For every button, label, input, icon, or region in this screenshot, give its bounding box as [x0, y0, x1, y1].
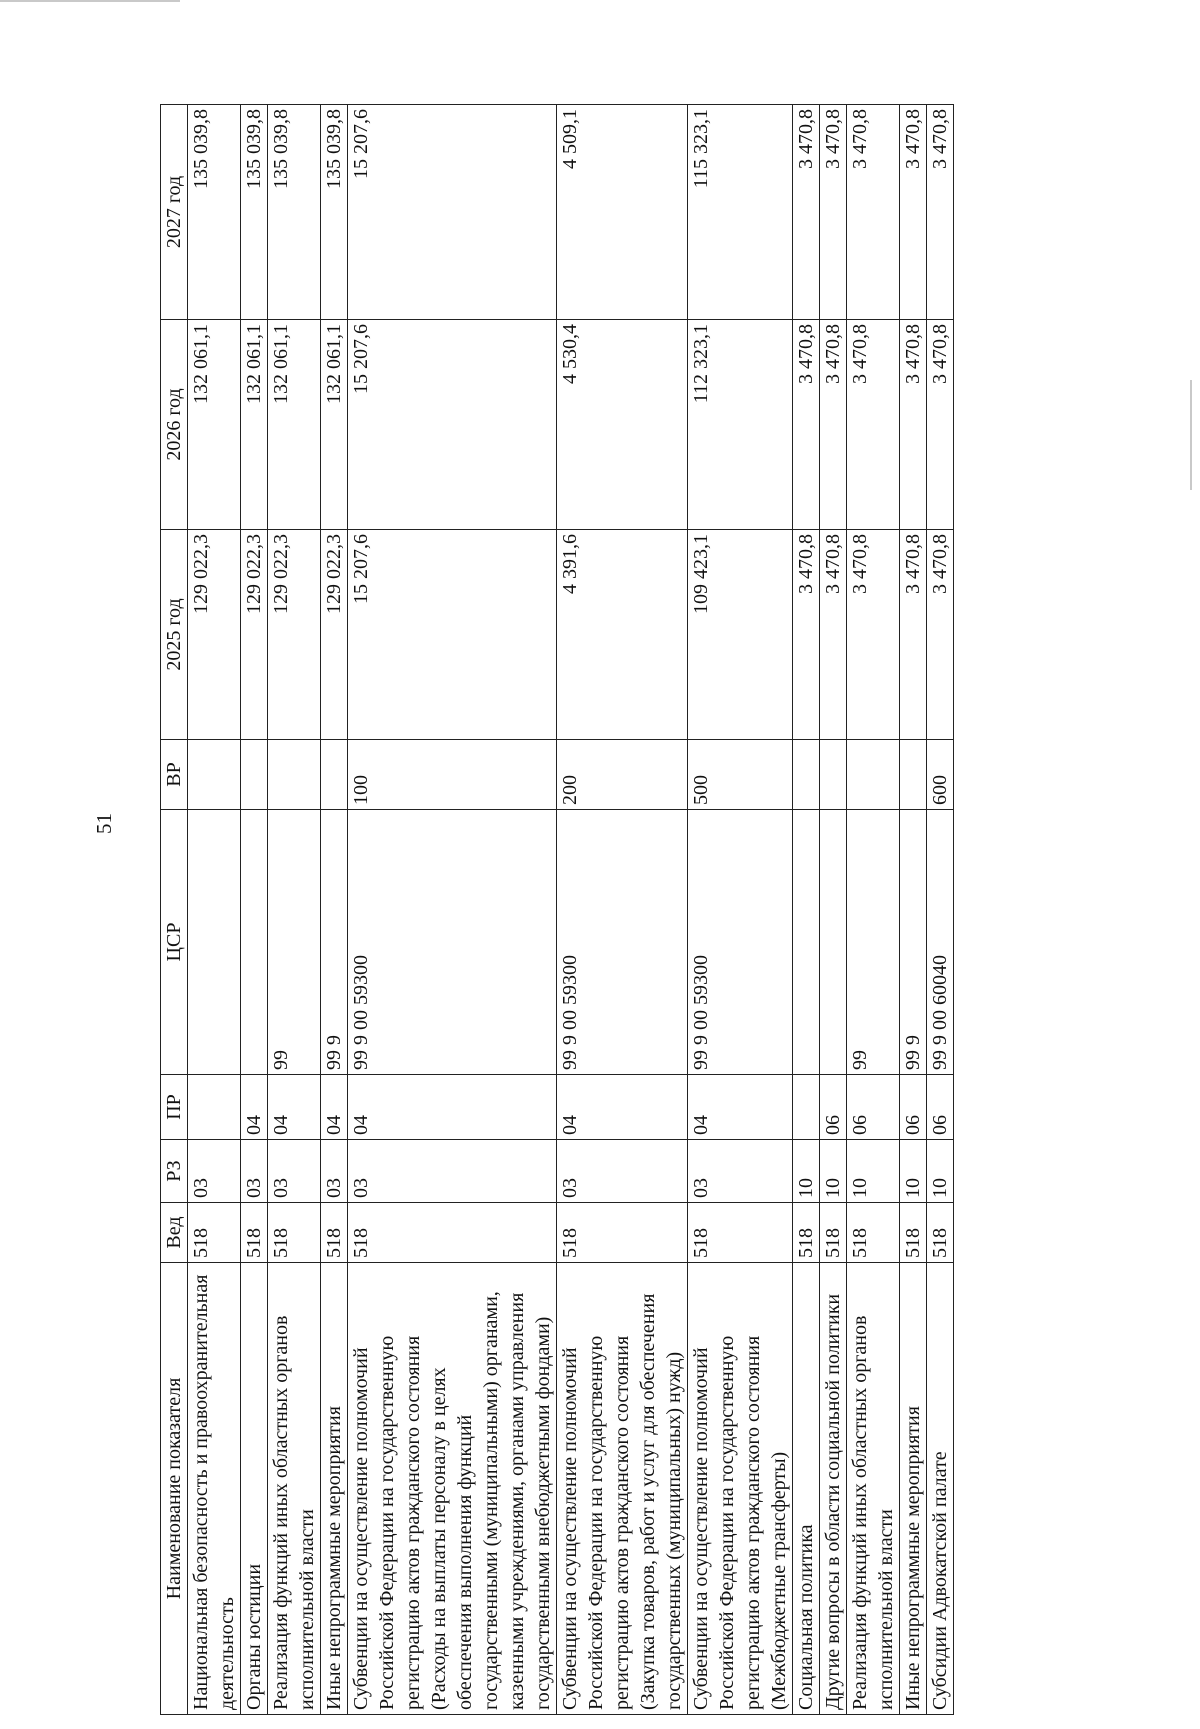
cell-ved: 518	[268, 1203, 321, 1263]
header-csr: ЦСР	[161, 810, 188, 1075]
header-pr: ПР	[161, 1075, 188, 1140]
header-vr: ВР	[161, 740, 188, 810]
cell-2027: 3 470,8	[847, 105, 900, 320]
page-number: 51	[92, 813, 116, 834]
header-2026: 2026 год	[161, 320, 188, 530]
cell-name: Национальная безопасность и правоохранительная деятельность	[188, 1263, 241, 1715]
cell-2027: 3 470,8	[927, 105, 954, 320]
header-2025: 2025 год	[161, 530, 188, 740]
cell-2025: 3 470,8	[900, 530, 927, 740]
cell-2026: 15 207,6	[348, 320, 557, 530]
cell-vr	[268, 740, 321, 810]
cell-rz: 10	[820, 1140, 847, 1203]
cell-name: Органы юстиции	[241, 1263, 268, 1715]
cell-csr: 99 9	[321, 810, 348, 1075]
cell-2025: 109 423,1	[688, 530, 793, 740]
cell-vr: 100	[348, 740, 557, 810]
cell-2025: 129 022,3	[241, 530, 268, 740]
cell-ved: 518	[900, 1203, 927, 1263]
table-row	[820, 105, 847, 1715]
table-row	[241, 105, 268, 1715]
table-body	[188, 105, 954, 1715]
cell-2025: 129 022,3	[188, 530, 241, 740]
cell-2025: 15 207,6	[348, 530, 557, 740]
cell-csr: 99	[268, 810, 321, 1075]
cell-2025: 4 391,6	[557, 530, 688, 740]
cell-rz: 03	[557, 1140, 688, 1203]
cell-2026: 132 061,1	[241, 320, 268, 530]
cell-vr	[793, 740, 820, 810]
cell-2026: 3 470,8	[820, 320, 847, 530]
cell-pr: 06	[927, 1075, 954, 1140]
table-row	[348, 105, 557, 1715]
cell-rz: 03	[321, 1140, 348, 1203]
cell-rz: 03	[348, 1140, 557, 1203]
cell-pr	[793, 1075, 820, 1140]
cell-ved: 518	[793, 1203, 820, 1263]
cell-2027: 4 509,1	[557, 105, 688, 320]
cell-name: Субвенции на осуществление полномочий Российской Федерации на государственную регистрацию актов гражданского состояния (Межбюджетные трансферты)	[688, 1263, 793, 1715]
cell-2025: 3 470,8	[793, 530, 820, 740]
cell-pr: 04	[268, 1075, 321, 1140]
cell-ved: 518	[188, 1203, 241, 1263]
cell-pr	[188, 1075, 241, 1140]
header-rz: РЗ	[161, 1140, 188, 1203]
cell-ved: 518	[241, 1203, 268, 1263]
cell-ved: 518	[820, 1203, 847, 1263]
cell-rz: 03	[241, 1140, 268, 1203]
cell-pr: 04	[557, 1075, 688, 1140]
cell-2026: 132 061,1	[268, 320, 321, 530]
cell-2027: 135 039,8	[241, 105, 268, 320]
cell-csr: 99 9	[900, 810, 927, 1075]
cell-2027: 15 207,6	[348, 105, 557, 320]
cell-pr: 06	[847, 1075, 900, 1140]
cell-vr	[188, 740, 241, 810]
cell-rz: 03	[188, 1140, 241, 1203]
cell-2025: 129 022,3	[321, 530, 348, 740]
cell-csr: 99 9 00 59300	[688, 810, 793, 1075]
table-row	[268, 105, 321, 1715]
table-row	[927, 105, 954, 1715]
cell-2027: 135 039,8	[321, 105, 348, 320]
cell-pr: 04	[321, 1075, 348, 1140]
cell-pr: 06	[900, 1075, 927, 1140]
cell-vr	[321, 740, 348, 810]
cell-ved: 518	[321, 1203, 348, 1263]
table-row	[793, 105, 820, 1715]
cell-ved: 518	[557, 1203, 688, 1263]
cell-2027: 135 039,8	[188, 105, 241, 320]
cell-pr: 04	[241, 1075, 268, 1140]
cell-2027: 3 470,8	[900, 105, 927, 320]
cell-ved: 518	[927, 1203, 954, 1263]
table-header-row	[161, 105, 188, 1715]
cell-2025: 3 470,8	[927, 530, 954, 740]
cell-csr	[241, 810, 268, 1075]
cell-pr: 04	[688, 1075, 793, 1140]
cell-name: Субвенции на осуществление полномочий Российской Федерации на государственную регистрацию актов гражданского состояния (Закупка товаров, работ и услуг для обеспечения государственных (муниципальных) нужд)	[557, 1263, 688, 1715]
table-row	[321, 105, 348, 1715]
cell-vr: 200	[557, 740, 688, 810]
cell-2027: 3 470,8	[820, 105, 847, 320]
cell-2025: 3 470,8	[847, 530, 900, 740]
cell-rz: 10	[900, 1140, 927, 1203]
budget-table	[160, 104, 954, 1715]
cell-2027: 135 039,8	[268, 105, 321, 320]
cell-ved: 518	[688, 1203, 793, 1263]
table-row	[188, 105, 241, 1715]
cell-2026: 3 470,8	[900, 320, 927, 530]
cell-csr: 99	[847, 810, 900, 1075]
scan-edge-mark-top	[0, 0, 180, 2]
cell-2026: 3 470,8	[793, 320, 820, 530]
table-row	[557, 105, 688, 1715]
cell-name: Реализация функций иных областных органов исполнительной власти	[268, 1263, 321, 1715]
cell-2026: 3 470,8	[927, 320, 954, 530]
cell-pr: 06	[820, 1075, 847, 1140]
scan-edge-mark-right	[1190, 380, 1192, 490]
cell-vr	[900, 740, 927, 810]
cell-rz: 10	[847, 1140, 900, 1203]
cell-name: Субсидии Адвокатской палате	[927, 1263, 954, 1715]
cell-2026: 132 061,1	[188, 320, 241, 530]
cell-ved: 518	[847, 1203, 900, 1263]
cell-name: Реализация функций иных областных органов исполнительной власти	[847, 1263, 900, 1715]
cell-vr	[820, 740, 847, 810]
cell-rz: 03	[688, 1140, 793, 1203]
header-ved: Вед	[161, 1203, 188, 1263]
cell-csr	[188, 810, 241, 1075]
cell-pr: 04	[348, 1075, 557, 1140]
cell-2026: 3 470,8	[847, 320, 900, 530]
cell-2025: 3 470,8	[820, 530, 847, 740]
header-2027: 2027 год	[161, 105, 188, 320]
cell-2026: 112 323,1	[688, 320, 793, 530]
cell-csr	[793, 810, 820, 1075]
cell-csr: 99 9 00 60040	[927, 810, 954, 1075]
cell-2025: 129 022,3	[268, 530, 321, 740]
table-row	[847, 105, 900, 1715]
cell-name: Другие вопросы в области социальной политики	[820, 1263, 847, 1715]
cell-csr: 99 9 00 59300	[348, 810, 557, 1075]
table-row	[900, 105, 927, 1715]
cell-name: Социальная политика	[793, 1263, 820, 1715]
cell-2026: 132 061,1	[321, 320, 348, 530]
cell-2027: 115 323,1	[688, 105, 793, 320]
cell-2027: 3 470,8	[793, 105, 820, 320]
cell-name: Иные непрограммные мероприятия	[321, 1263, 348, 1715]
cell-vr	[847, 740, 900, 810]
cell-name: Иные непрограммные мероприятия	[900, 1263, 927, 1715]
cell-2026: 4 530,4	[557, 320, 688, 530]
cell-csr: 99 9 00 59300	[557, 810, 688, 1075]
cell-csr	[820, 810, 847, 1075]
header-name: Наименование показателя	[161, 1263, 188, 1715]
cell-rz: 10	[793, 1140, 820, 1203]
cell-vr: 600	[927, 740, 954, 810]
cell-name: Субвенции на осуществление полномочий Российской Федерации на государственную регистрацию актов гражданского состояния (Расходы на выплаты персоналу в целях обеспечения выполнения функций государственными (муниципальными) органами, казенными учреждениями, органами управления государственными внебюджетными фондами)	[348, 1263, 557, 1715]
cell-rz: 03	[268, 1140, 321, 1203]
cell-ved: 518	[348, 1203, 557, 1263]
table-row	[688, 105, 793, 1715]
cell-vr: 500	[688, 740, 793, 810]
cell-rz: 10	[927, 1140, 954, 1203]
rotated-table-container	[160, 105, 1106, 1715]
cell-vr	[241, 740, 268, 810]
